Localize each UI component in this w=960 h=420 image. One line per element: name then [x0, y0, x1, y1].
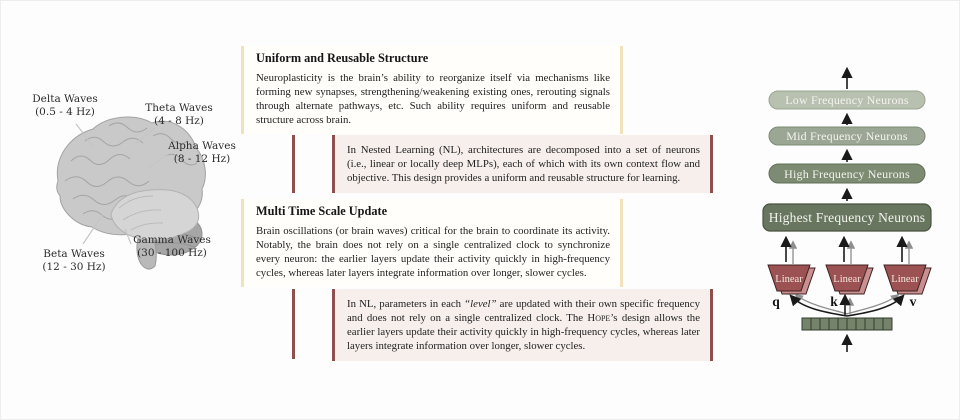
wave-label-beta — [25, 248, 123, 274]
nested-rule-mark — [292, 135, 295, 193]
note-nl-structure — [332, 135, 713, 193]
level-label-high: High Frequency Neurons — [784, 167, 910, 181]
wave-name: Alpha Waves — [168, 140, 236, 152]
temporal-lobe-shape — [111, 190, 199, 241]
frequency-levels-diagram — [741, 16, 960, 406]
q-label: q — [772, 294, 780, 309]
note-multi-time-scale — [241, 199, 623, 287]
wave-label-alpha — [153, 140, 251, 166]
wave-range: (8 - 12 Hz) — [173, 153, 231, 165]
note-nl-update — [332, 289, 713, 361]
wave-label-gamma — [119, 234, 225, 260]
wave-range: (0.5 - 4 Hz) — [35, 106, 95, 118]
v-label: v — [909, 294, 917, 309]
note-title: Uniform and Reusable Structure — [256, 51, 429, 65]
token-fanout-curves — [791, 295, 903, 316]
linear-label: Linear — [833, 274, 861, 285]
note-text-part: In NL, parameters in each — [347, 298, 465, 310]
level-label-highest: Highest Frequency Neurons — [768, 210, 926, 225]
linear-label: Linear — [891, 274, 919, 285]
level-label-low: Low Frequency Neurons — [785, 93, 909, 107]
wave-label-theta — [133, 102, 225, 128]
note-body: Neuroplasticity is the brain’s ability to reorganize itself via mechanisms like forming new synapses, strengthening/weakening existing ones, rerouting signals through alternate pathways, etc. Such ability requires uniform and reusable structure across brain. — [256, 72, 610, 126]
note-body: In Nested Learning (NL), architectures are decomposed into a set of neurons (i.e., linear or locally deep MLPs), each of which with its own context flow and objective. This design provides a uniform and reusable structure for learning. — [347, 144, 700, 184]
k-label: k — [830, 294, 838, 309]
wave-label-delta — [19, 93, 111, 119]
note-text-part: are updated with their own specific frequency and does not rely on a single centralized clock. The — [347, 298, 700, 324]
linear-label: Linear — [775, 274, 803, 285]
note-title: Multi Time Scale Update — [256, 204, 388, 218]
linear-block-v — [884, 265, 931, 294]
linear-block-q — [768, 265, 815, 294]
token-sequence — [802, 318, 892, 330]
note-body — [347, 297, 700, 353]
wave-range: (30 - 100 Hz) — [137, 247, 207, 259]
wave-name: Gamma Waves — [133, 234, 211, 246]
note-text-smallcaps: Hope — [587, 312, 611, 324]
qkv-up-arrows — [786, 238, 909, 264]
level-label-mid: Mid Frequency Neurons — [786, 129, 908, 143]
wave-range: (12 - 30 Hz) — [42, 261, 106, 273]
linear-block-k — [826, 265, 873, 294]
note-text-emphasis: “level” — [464, 298, 497, 310]
wave-name: Beta Waves — [43, 248, 105, 260]
wave-name: Delta Waves — [32, 93, 98, 105]
nested-rule-mark — [292, 289, 295, 359]
note-body: Brain oscillations (or brain waves) critical for the brain to coordinate its activity. Notably, the brain does not rely on a single centralized clock to synchronize every neuron: the earlier layers update their activity quickly in high-frequency cycles, whereas later layers integrate information over longer, slower cycles. — [256, 225, 610, 279]
wave-range: (4 - 8 Hz) — [154, 115, 204, 127]
wave-name: Theta Waves — [145, 102, 213, 114]
note-uniform-structure — [241, 46, 623, 134]
note-text-part: ’s design allows the earlier layers update their activity quickly in high-frequency cycles, whereas later layers integrate information over longer, slower cycles. — [347, 312, 700, 352]
